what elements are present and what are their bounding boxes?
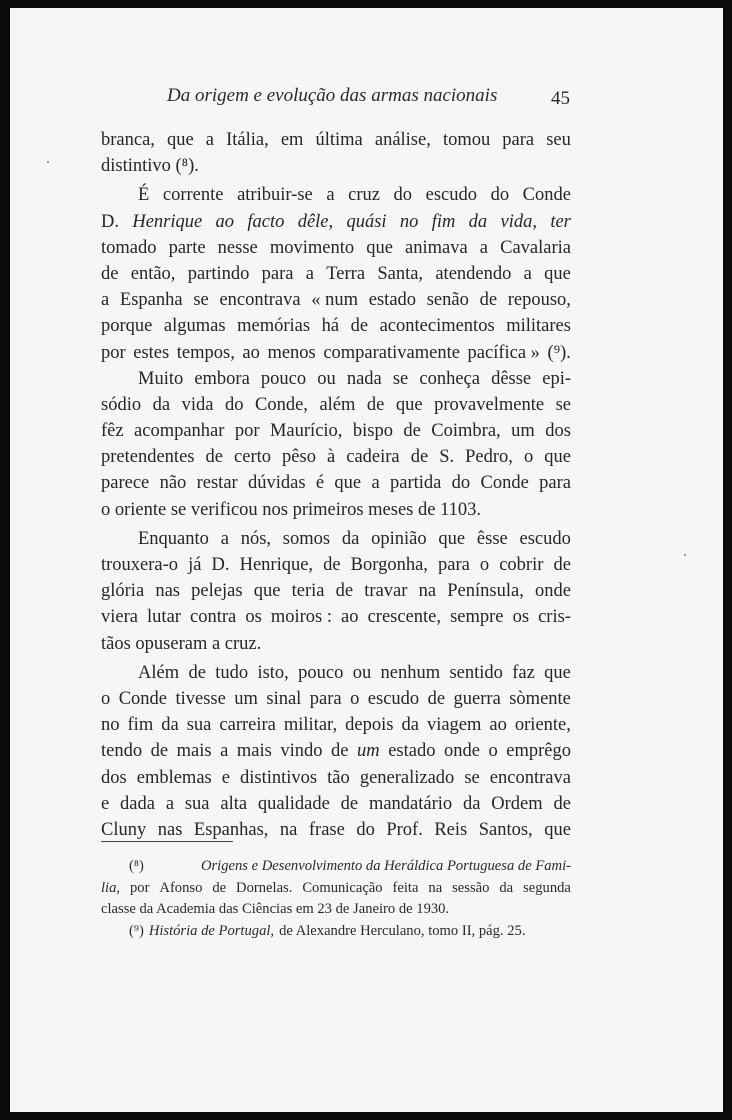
- text-line: a Espanha se encontrava « num estado senão de repouso,: [101, 290, 571, 311]
- text-line: de então, partindo para a Terra Santa, atendendo a que: [101, 263, 571, 284]
- text-line: viera lutar contra os moiros : ao crescente, sempre os cris-: [101, 607, 571, 628]
- footnote-9: (⁹) História de Portugal, de Alexandre Herculano, tomo II, pág. 25.: [129, 922, 526, 939]
- text-line: pretendentes de certo pêso à cadeira de S. Pedro, o que: [101, 447, 571, 468]
- text-line: parece não restar dúvidas é que a partida do Conde para: [101, 473, 571, 494]
- body-text: [101, 127, 571, 843]
- text-line: no fim da sua carreira militar, depois da viagem ao oriente,: [101, 715, 571, 736]
- text-line: porque algumas memórias há de acontecimentos militares: [101, 316, 571, 337]
- footnote-8: (⁸) Origens e Desenvolvimento da Heráldica Portuguesa de Fami-: [129, 858, 571, 874]
- page-number: 45: [551, 88, 570, 109]
- footnote-rule: [101, 841, 233, 842]
- page-header: [10, 83, 723, 113]
- paragraph-start: Muito embora pouco ou nada se conheça dêsse epi-: [138, 368, 571, 389]
- paragraph-start: É corrente atribuir-se a cruz do escudo do Conde: [138, 185, 571, 206]
- text-line: tãos opuseram a cruz.: [101, 633, 262, 654]
- text-line: distintivo (⁸).: [101, 156, 199, 177]
- text-line: branca, que a Itália, em última análise, tomou para seu: [101, 130, 571, 150]
- running-head-title: Da origem e evolução das armas nacionais: [167, 85, 498, 106]
- text-line: sódio da vida do Conde, além de que provavelmente se: [101, 394, 571, 415]
- text-line: por estes tempos, ao menos comparativamente pacífica » (⁹).: [101, 342, 571, 363]
- text-line: o Conde tivesse um sinal para o escudo de guerra sòmente: [101, 688, 571, 709]
- footnote-8-end: classe da Academia das Ciências em 23 de Janeiro de 1930.: [101, 901, 450, 917]
- print-speck: [684, 554, 686, 556]
- text-line: trouxera-o já D. Henrique, de Borgonha, para o cobrir de: [101, 555, 571, 575]
- footnote-8-continued: lia, por Afonso de Dornelas. Comunicação feita na sessão da segunda: [101, 879, 571, 896]
- text-line: glória nas pelejas que teria de travar na Península, onde: [101, 581, 571, 602]
- text-line: D. Henrique ao facto dêle, quási no fim da vida, ter: [101, 211, 571, 232]
- footnotes: [101, 856, 571, 942]
- print-speck: [47, 161, 49, 163]
- book-page: [10, 8, 723, 1112]
- text-line: o oriente se verificou nos primeiros meses de 1103.: [101, 499, 482, 520]
- text-line: tendo de mais a mais vindo de um estado onde o emprêgo: [101, 741, 571, 762]
- text-line: Cluny nas Espanhas, na frase do Prof. Reis Santos, que: [101, 819, 571, 840]
- text-line: tomado parte nesse movimento que animava a Cavalaria: [101, 237, 571, 258]
- paragraph-start: Além de tudo isto, pouco ou nenhum sentido faz que: [138, 662, 571, 683]
- text-line: dos emblemas e distintivos tão generalizado se encontrava: [101, 767, 571, 788]
- paragraph-start: Enquanto a nós, somos da opinião que êsse escudo: [138, 528, 571, 549]
- text-line: e dada a sua alta qualidade de mandatário da Ordem de: [101, 793, 571, 814]
- text-line: fêz acompanhar por Maurício, bispo de Coimbra, um dos: [101, 421, 571, 442]
